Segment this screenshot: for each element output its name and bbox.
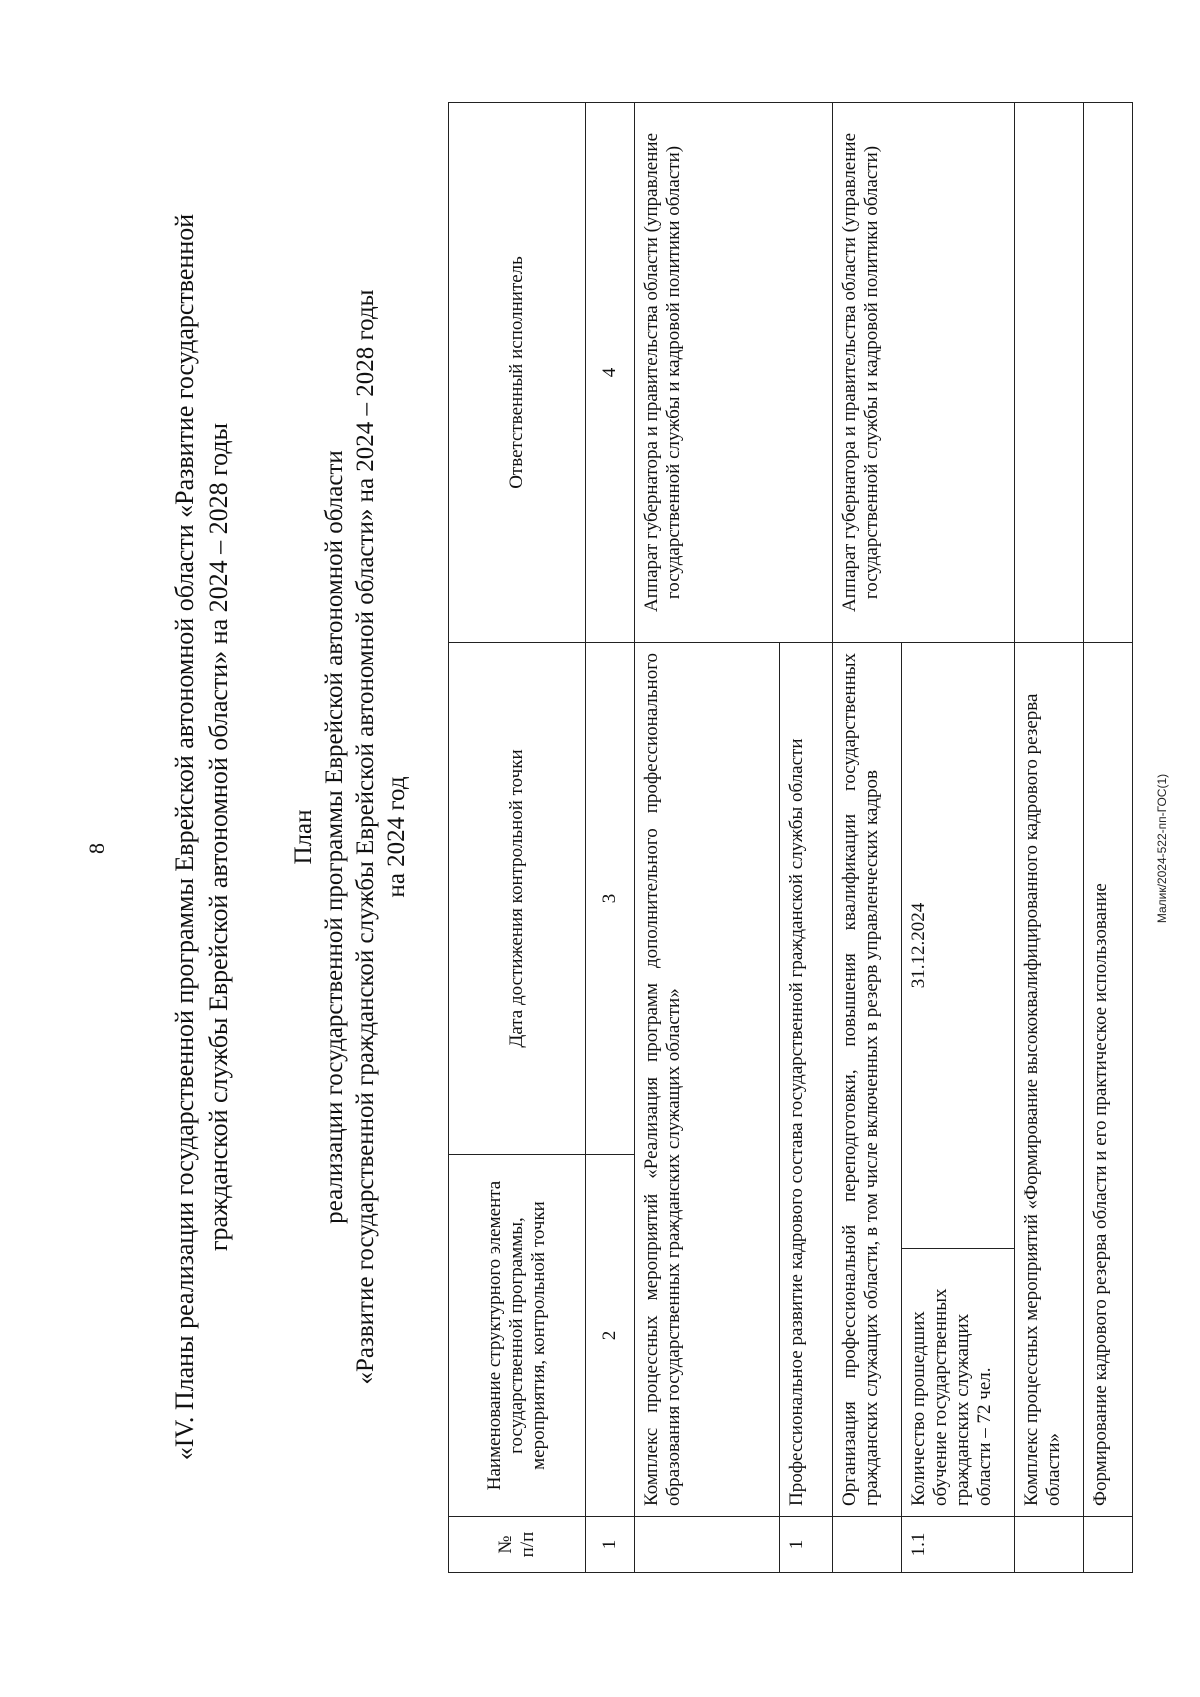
page-number: 8 xyxy=(84,843,109,854)
column-number: 4 xyxy=(586,102,635,642)
column-number: 2 xyxy=(586,1154,635,1516)
table-header-row xyxy=(449,102,586,1572)
document-code: Малик/2024-522-пп-ГОС(1) xyxy=(1155,773,1169,924)
row-date: 31.12.2024 xyxy=(902,642,1015,1248)
row-num xyxy=(1084,1517,1133,1573)
row-text: Количество прошедших обучение государственных гражданских служащих области – 72 чел. xyxy=(902,1249,1015,1517)
plan-title: План xyxy=(290,809,317,865)
row-executor: Аппарат губернатора и правительства области (управление государственной службы и кадровой политики области) xyxy=(635,102,833,642)
row-text: Профессиональное развитие кадрового состава государственной гражданской службы области xyxy=(780,642,833,1516)
column-number: 1 xyxy=(586,1517,635,1573)
row-text: Комплекс процессных мероприятий «Формирование высококвалифицированного кадрового резерва области» xyxy=(1015,642,1084,1516)
row-executor: Аппарат губернатора и правительства области (управление государственной службы и кадровой политики области) xyxy=(833,102,1015,642)
row-num xyxy=(1015,1517,1084,1573)
table-row xyxy=(833,102,902,1572)
header-date: Дата достижения контрольной точки xyxy=(449,642,586,1154)
row-num xyxy=(635,1517,780,1573)
row-executor-empty xyxy=(1084,102,1133,642)
table-row xyxy=(1084,102,1133,1572)
section-heading xyxy=(168,167,236,1507)
column-numbers-row xyxy=(586,102,635,1572)
row-num xyxy=(833,1517,902,1573)
header-name: Наименование структурного элемента государственной программы, мероприятия, контрольной точки xyxy=(449,1154,586,1516)
header-executor: Ответственный исполнитель xyxy=(449,102,586,642)
plan-subtitle-line2: «Развитие государственной гражданской службы Еврейской автономной области» на 2024 – 2028 годы xyxy=(352,289,379,1385)
row-num: 1 xyxy=(780,1517,833,1573)
row-executor-empty xyxy=(1015,102,1084,642)
table-row xyxy=(1015,102,1084,1572)
plan-table xyxy=(448,102,1133,1573)
row-text: Организация профессиональной переподготовки, повышения квалификации государственных гражданских служащих области, в том числе включенных в резерв управленческих кадров xyxy=(833,642,902,1516)
section-heading-line1: «IV. Планы реализации государственной программы Еврейской автономной области «Развитие государственной xyxy=(170,213,199,1461)
table-row xyxy=(635,102,780,1572)
plan-subtitle-line1: реализации государственной программы Еврейской автономной области xyxy=(321,450,348,1224)
section-heading-line2: гражданской службы Еврейской автономной области» на 2024 – 2028 годы xyxy=(204,422,233,1252)
row-num: 1.1 xyxy=(902,1517,1015,1573)
row-text: Комплекс процессных мероприятий «Реализация программ дополнительного профессионального образования государственных гражданских служащих области» xyxy=(635,642,780,1516)
plan-subtitle-line3: на 2024 год xyxy=(383,776,410,898)
column-number: 3 xyxy=(586,642,635,1154)
plan-title-block xyxy=(288,237,412,1437)
header-num: № п/п xyxy=(449,1517,586,1573)
row-text: Формирование кадрового резерва области и его практическое использование xyxy=(1084,642,1133,1516)
